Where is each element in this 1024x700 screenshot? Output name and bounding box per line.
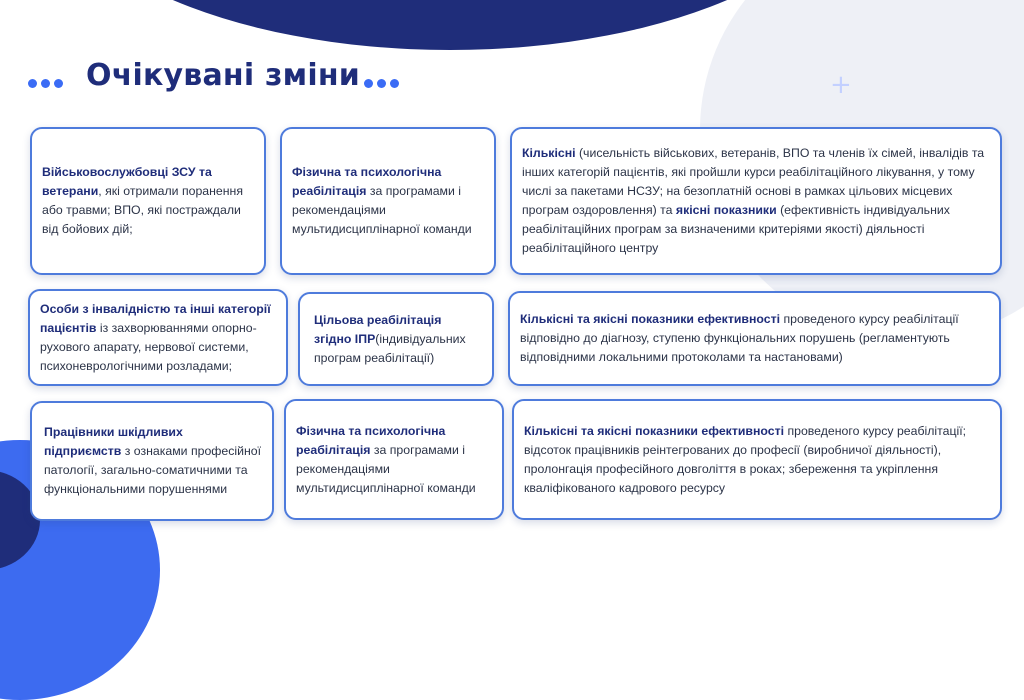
card-indicators-row2-bold: Кількісні та якісні показники ефективності: [520, 312, 781, 326]
card-indicators-row1: [510, 127, 1002, 275]
card-indicators-row3-bold: Кількісні та якісні показники ефективності: [524, 423, 785, 438]
card-who-row1-desc: , які отримали поранення або травми; ВПО, які постраждали від бойових дій;: [42, 184, 244, 236]
card-who-row2-desc: із захворюваннями опорно-рухового апарату, нервової системи, психоневрологічними розладами;: [40, 320, 257, 373]
card-who-row3-text: [44, 423, 262, 499]
card-who-row1-bold: Військовослужбовці ЗСУ та ветерани: [42, 165, 212, 198]
card-indicators-row2-text: [520, 310, 989, 367]
card-who-row2-text: [40, 300, 276, 376]
card-indicators-row1-bold1: Кількісні: [522, 146, 576, 160]
card-indicators-row3-desc: проведеного курсу реабілітації; відсоток працівників реінтегрованих до професії (виробничої діяльності), пролонгація професійного довголіття в роках; збереження та укріплення кваліфікованого кадрового ресурсу: [524, 423, 967, 495]
card-indicators-row3-text: [524, 422, 990, 498]
card-who-row3-desc: з ознаками професійної патології, загально-соматичними та функціональними порушеннями: [44, 444, 262, 496]
card-rehab-row1-desc: за програмами і рекомендаціями мультидисциплінарної команди: [292, 184, 472, 236]
card-indicators-row2: [508, 291, 1001, 386]
card-indicators-row1-text: [522, 144, 990, 258]
card-indicators-row2-desc: проведеного курсу реабілітації відповідно до діагнозу, ступеню функціональних порушень (регламентують відповідними локальними протоколами та настановами): [520, 312, 959, 364]
card-rehab-row1-bold: Фізична та психологічна реабілітація: [292, 165, 442, 198]
card-rehab-row2-bold: Цільова реабілітація згідно ІПР: [314, 312, 442, 346]
card-who-row1-text: [42, 163, 254, 239]
card-rehab-row2-text: [314, 311, 482, 368]
card-who-row2-bold: Особи з інвалідністю та інші категорії пацієнтів: [40, 301, 271, 335]
card-who-row3: [30, 401, 274, 521]
card-rehab-row1-text: [292, 163, 484, 239]
card-indicators-row1-desc1: (чисельність військових, ветеранів, ВПО та членів їх сімей, інвалідів та інших категорій пацієнтів, які пройшли курси реабілітаційного лікування, у тому числі за пакетами НСЗУ; на безоплатній основі в рамках цільових місцевих програм оздоровлення) та: [522, 146, 985, 217]
card-rehab-row1: [280, 127, 496, 275]
dots-right-icon: [364, 79, 399, 88]
card-rehab-row3-desc: за програмами і рекомендаціями мультидисциплінарної команди: [296, 442, 476, 495]
card-rehab-row2-desc: (індивідуальних програм реабілітації): [314, 331, 466, 365]
slide-title: Очікувані зміни: [86, 58, 360, 93]
card-indicators-row1-bold2: якісні показники: [675, 203, 777, 217]
card-who-row3-bold: Працівники шкідливих підприємств: [44, 425, 183, 458]
card-indicators-row1-desc2: (ефективність індивідуальних реабілітаційних програм за визначеними критеріями якості) діяльності реабілітаційного центру: [522, 203, 950, 255]
card-rehab-row2: [298, 292, 494, 386]
dots-left-icon: [28, 79, 63, 88]
plus-icon: +: [830, 70, 852, 100]
card-who-row2: [28, 289, 288, 386]
card-rehab-row3-bold: Фізична та психологічна реабілітація: [296, 423, 446, 457]
card-rehab-row3-text: [296, 422, 492, 498]
card-rehab-row3: [284, 399, 504, 520]
card-indicators-row3: [512, 399, 1002, 520]
card-who-row1: [30, 127, 266, 275]
